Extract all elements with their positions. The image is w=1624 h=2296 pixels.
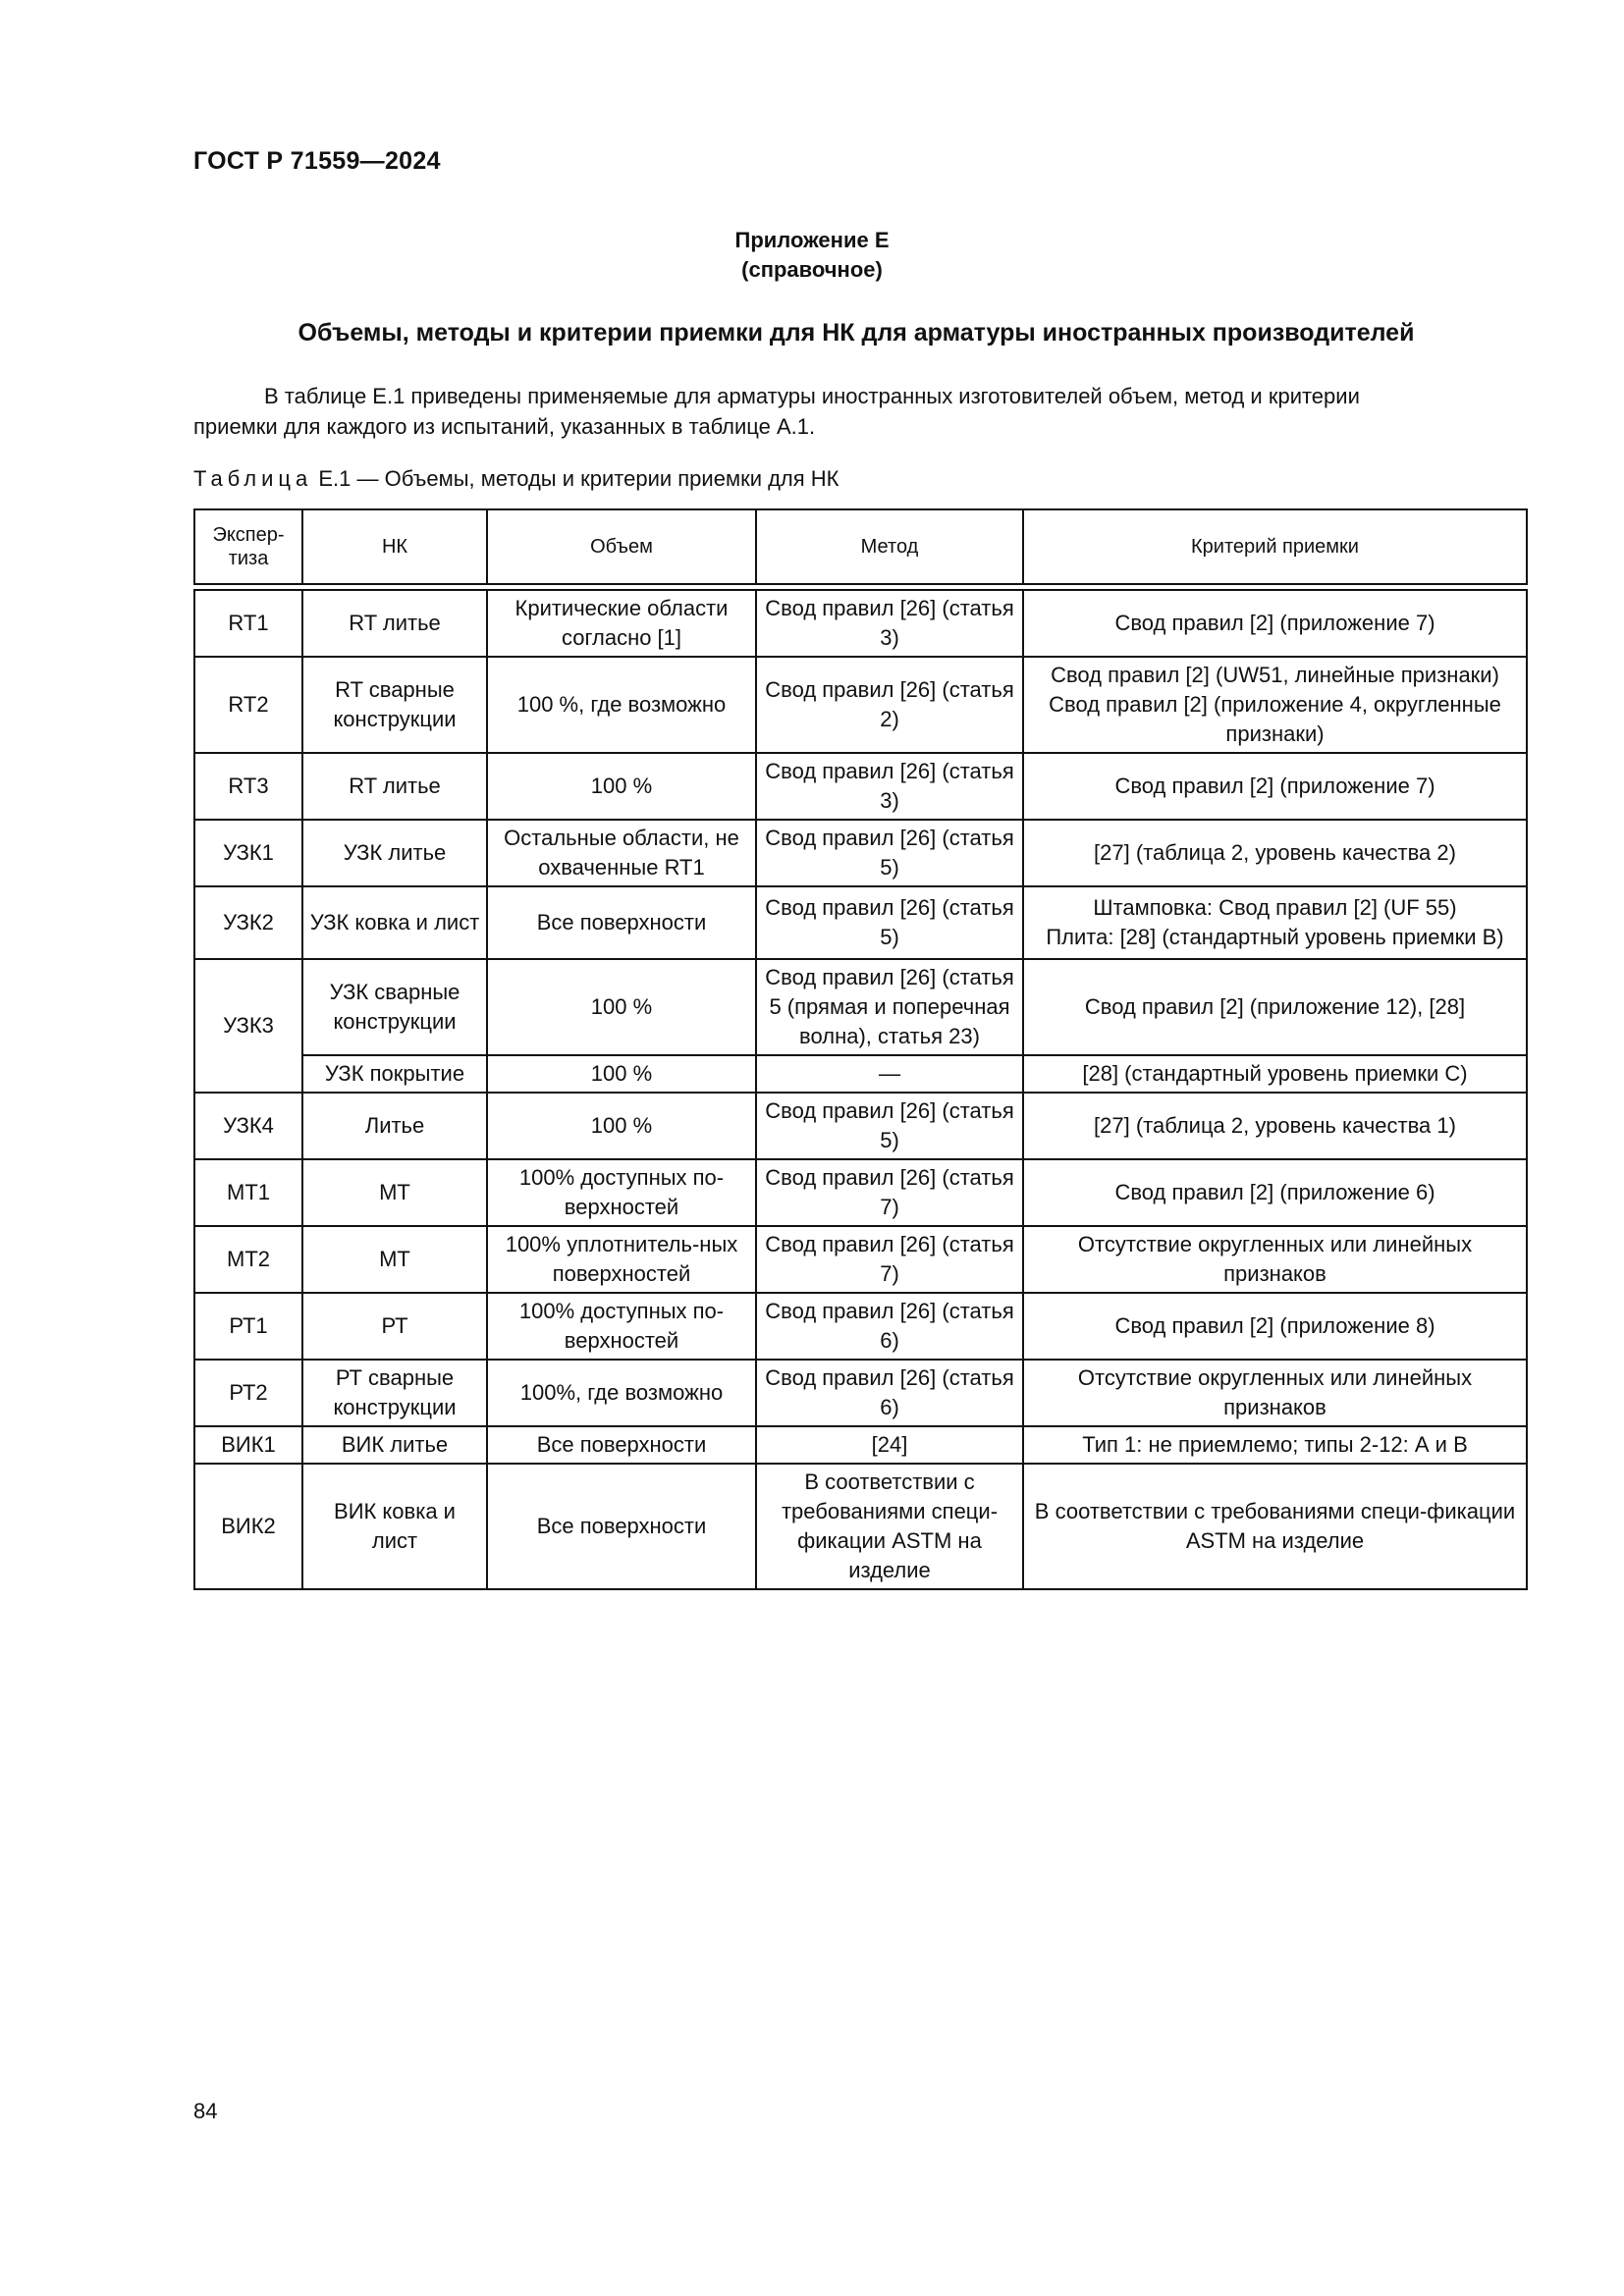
table-row	[194, 753, 1527, 820]
expertise-cell: УЗК4	[194, 1093, 302, 1159]
criterion-cell: Свод правил [2] (приложение 8)	[1023, 1293, 1527, 1360]
header-volume: Объем	[487, 509, 756, 584]
nk-cell: МТ	[302, 1226, 487, 1293]
method-cell: Свод правил [26] (статья 2)	[756, 657, 1023, 753]
criterion-cell: Свод правил [2] (UW51, линейные признаки) Свод правил [2] (приложение 4, округленные признаки)	[1023, 657, 1527, 753]
nk-cell: RT литье	[302, 590, 487, 657]
expertise-cell: РТ1	[194, 1293, 302, 1360]
table-row	[194, 820, 1527, 886]
nk-cell: Литье	[302, 1093, 487, 1159]
criterion-cell: Свод правил [2] (приложение 7)	[1023, 590, 1527, 657]
table-body	[194, 590, 1527, 1589]
table-header-row	[194, 509, 1527, 584]
criterion-cell: [27] (таблица 2, уровень качества 1)	[1023, 1093, 1527, 1159]
volume-cell: 100 %	[487, 1093, 756, 1159]
expertise-cell: МТ2	[194, 1226, 302, 1293]
method-cell: Свод правил [26] (статья 3)	[756, 590, 1023, 657]
method-cell: —	[756, 1055, 1023, 1093]
volume-cell: 100% доступных по-верхностей	[487, 1159, 756, 1226]
criterion-cell: В соответствии с требованиями специ-фикации ASTM на изделие	[1023, 1464, 1527, 1589]
expertise-cell: УЗК1	[194, 820, 302, 886]
header-expertise: Экспер-тиза	[194, 509, 302, 584]
method-cell: Свод правил [26] (статья 5)	[756, 820, 1023, 886]
intro-line-2: приемки для каждого из испытаний, указанных в таблице А.1.	[193, 414, 816, 439]
volume-cell: 100%, где возможно	[487, 1360, 756, 1426]
table-row	[194, 1360, 1527, 1426]
method-cell: Свод правил [26] (статья 7)	[756, 1159, 1023, 1226]
nk-cell: МТ	[302, 1159, 487, 1226]
criterion-cell: Отсутствие округленных или линейных признаков	[1023, 1360, 1527, 1426]
expertise-cell: ВИК1	[194, 1426, 302, 1464]
table-row	[194, 1293, 1527, 1360]
document-header: ГОСТ Р 71559—2024	[193, 147, 441, 175]
header-nk: НК	[302, 509, 487, 584]
nk-cell: РТ сварные конструкции	[302, 1360, 487, 1426]
nk-cell: УЗК сварные конструкции	[302, 959, 487, 1055]
table-row	[194, 590, 1527, 657]
nk-cell: РТ	[302, 1293, 487, 1360]
table-row	[194, 886, 1527, 959]
table-row	[194, 1464, 1527, 1589]
nk-cell: УЗК покрытие	[302, 1055, 487, 1093]
volume-cell: 100% уплотнитель-ных поверхностей	[487, 1226, 756, 1293]
expertise-cell: RT3	[194, 753, 302, 820]
method-cell: [24]	[756, 1426, 1023, 1464]
criterion-cell: [27] (таблица 2, уровень качества 2)	[1023, 820, 1527, 886]
method-cell: Свод правил [26] (статья 5 (прямая и поперечная волна), статья 23)	[756, 959, 1023, 1055]
volume-cell: 100% доступных по-верхностей	[487, 1293, 756, 1360]
table-row	[194, 959, 1527, 1055]
method-cell: Свод правил [26] (статья 5)	[756, 1093, 1023, 1159]
nk-cell: УЗК ковка и лист	[302, 886, 487, 959]
method-cell: Свод правил [26] (статья 6)	[756, 1293, 1023, 1360]
table-caption	[193, 466, 839, 492]
criterion-cell: [28] (стандартный уровень приемки С)	[1023, 1055, 1527, 1093]
table-row	[194, 1226, 1527, 1293]
expertise-cell: РТ2	[194, 1360, 302, 1426]
header-criterion: Критерий приемки	[1023, 509, 1527, 584]
nk-cell: УЗК литье	[302, 820, 487, 886]
table-caption-text: Е.1 — Объемы, методы и критерии приемки для НК	[312, 466, 839, 491]
table-row	[194, 1093, 1527, 1159]
criterion-cell: Свод правил [2] (приложение 7)	[1023, 753, 1527, 820]
criterion-cell: Отсутствие округленных или линейных признаков	[1023, 1226, 1527, 1293]
table-row	[194, 1055, 1527, 1093]
method-cell: Свод правил [26] (статья 3)	[756, 753, 1023, 820]
volume-cell: Все поверхности	[487, 1426, 756, 1464]
appendix-subtitle: (справочное)	[741, 257, 883, 282]
volume-cell: 100 %, где возможно	[487, 657, 756, 753]
volume-cell: Остальные области, не охваченные RT1	[487, 820, 756, 886]
expertise-cell: RT1	[194, 590, 302, 657]
appendix-title: Приложение Е	[734, 228, 890, 252]
page-number: 84	[193, 2099, 218, 2123]
expertise-cell: ВИК2	[194, 1464, 302, 1589]
volume-cell: Все поверхности	[487, 1464, 756, 1589]
expertise-cell: RT2	[194, 657, 302, 753]
expertise-cell: УЗК3	[194, 959, 302, 1093]
criterion-cell: Тип 1: не приемлемо; типы 2-12: А и В	[1023, 1426, 1527, 1464]
intro-paragraph	[193, 381, 1519, 442]
method-cell: Свод правил [26] (статья 6)	[756, 1360, 1023, 1426]
method-cell: Свод правил [26] (статья 7)	[756, 1226, 1023, 1293]
table-row	[194, 1426, 1527, 1464]
nk-criteria-table	[193, 508, 1528, 1590]
intro-line-1: В таблице Е.1 приведены применяемые для арматуры иностранных изготовителей объем, метод и критерии	[264, 384, 1360, 408]
volume-cell: 100 %	[487, 959, 756, 1055]
table-row	[194, 657, 1527, 753]
nk-cell: ВИК литье	[302, 1426, 487, 1464]
method-cell: В соответствии с требованиями специ-фикации ASTM на изделие	[756, 1464, 1023, 1589]
volume-cell: Критические области согласно [1]	[487, 590, 756, 657]
criterion-cell: Свод правил [2] (приложение 6)	[1023, 1159, 1527, 1226]
nk-cell: RT литье	[302, 753, 487, 820]
table-caption-prefix: Таблица	[193, 466, 313, 491]
method-cell: Свод правил [26] (статья 5)	[756, 886, 1023, 959]
expertise-cell: УЗК2	[194, 886, 302, 959]
section-title: Объемы, методы и критерии приемки для НК для арматуры иностранных производителей	[298, 319, 1415, 347]
criterion-cell: Свод правил [2] (приложение 12), [28]	[1023, 959, 1527, 1055]
table-row	[194, 1159, 1527, 1226]
header-method: Метод	[756, 509, 1023, 584]
volume-cell: Все поверхности	[487, 886, 756, 959]
volume-cell: 100 %	[487, 753, 756, 820]
expertise-cell: МТ1	[194, 1159, 302, 1226]
nk-cell: ВИК ковка и лист	[302, 1464, 487, 1589]
criterion-cell: Штамповка: Свод правил [2] (UF 55) Плита: [28] (стандартный уровень приемки В)	[1023, 886, 1527, 959]
nk-cell: RT сварные конструкции	[302, 657, 487, 753]
volume-cell: 100 %	[487, 1055, 756, 1093]
